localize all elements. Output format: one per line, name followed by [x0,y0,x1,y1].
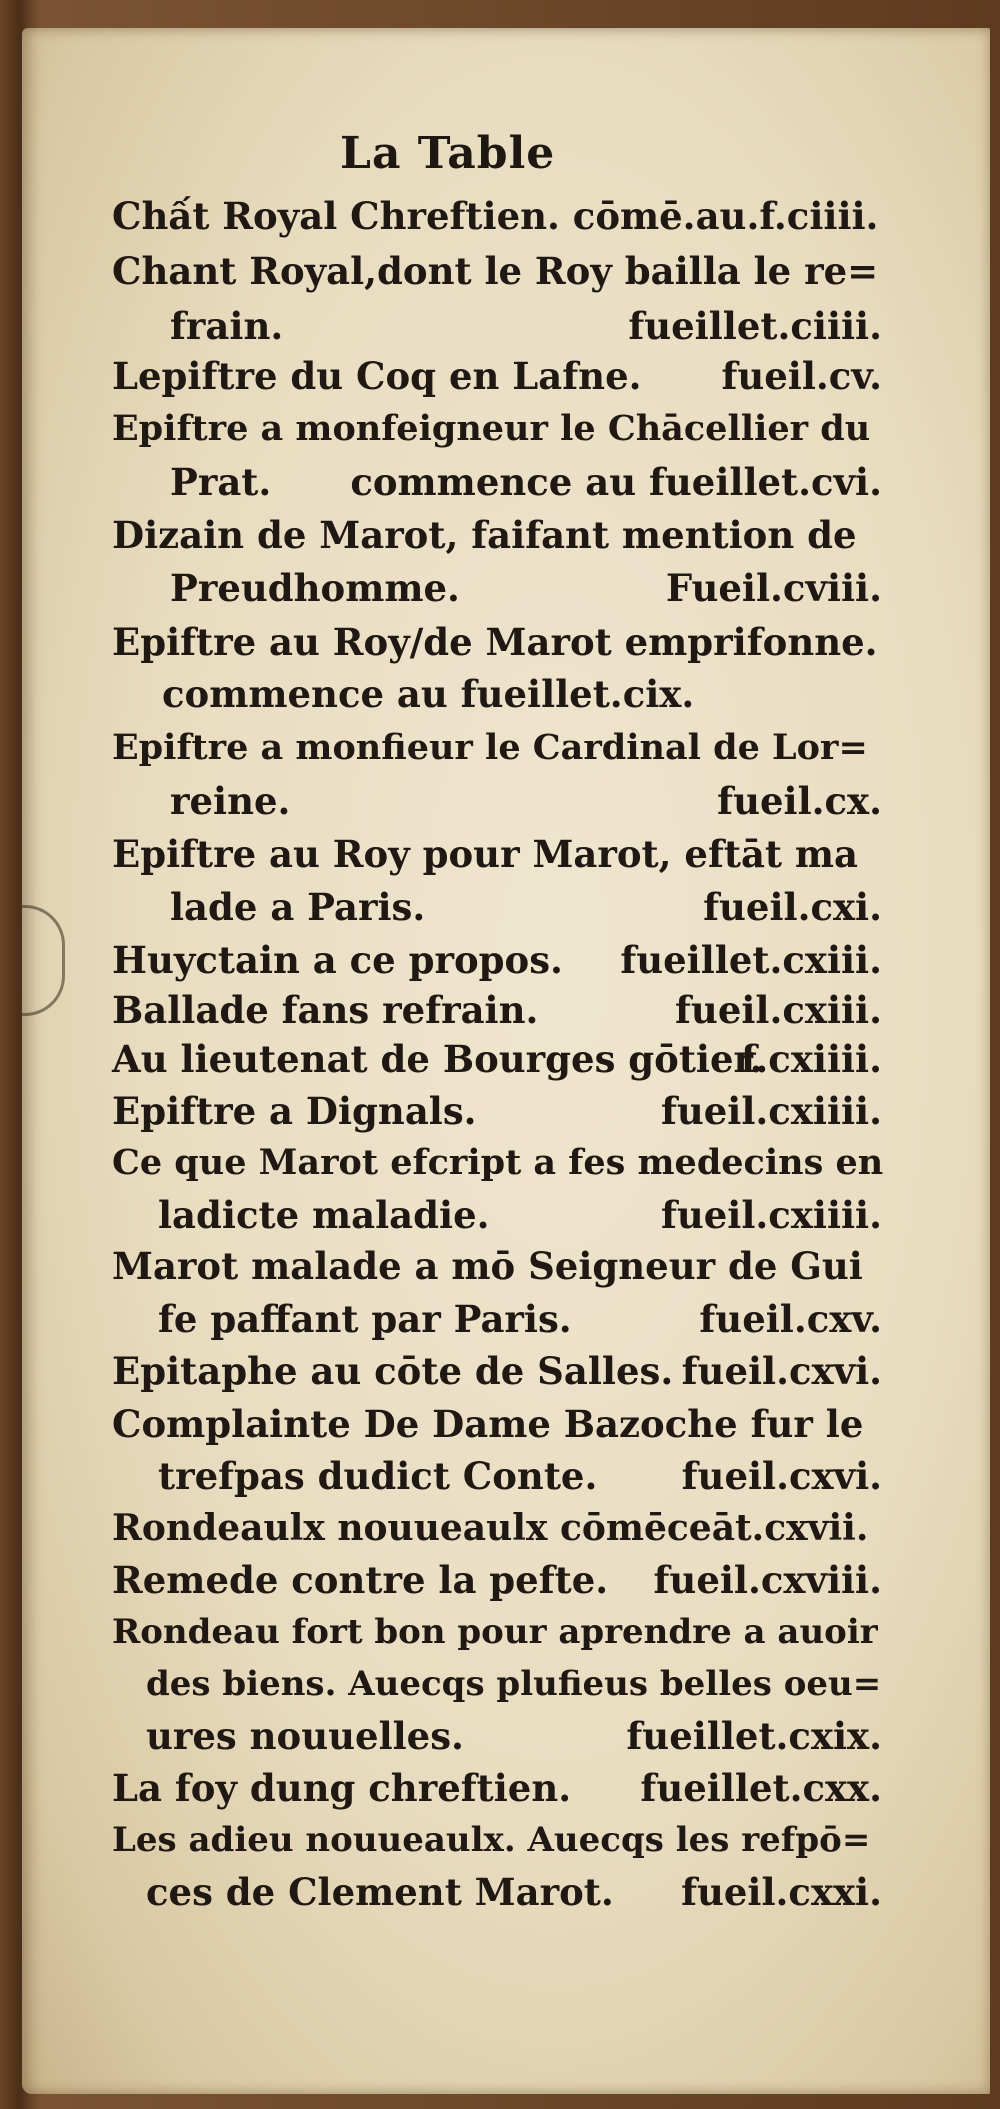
entry-page-ref: fueil.cxiiii. [660,1089,882,1133]
toc-entry [112,616,882,668]
entry-title: Les adieu nouueaulx. Auecqs les refpō= [112,1820,871,1860]
entry-page-ref: fueillet.ciiii. [628,304,882,348]
entry-title: frain. [170,304,284,348]
entry-title: Chất Royal Chreftien. cōmē.au.f.ciiii. [112,194,879,238]
entry-page-ref: fueil.cxiii. [675,988,882,1032]
toc-entry-continuation [146,1866,882,1918]
entry-title: La foy dung chreftien. [112,1766,572,1810]
entry-page-ref: Fueil.cviii. [665,566,882,610]
toc-entry [112,403,882,455]
toc-entry-continuation [158,1189,882,1241]
toc-entry [112,828,882,880]
entry-title: Remede contre la pefte. [112,1558,609,1602]
toc-entry-continuation [170,562,882,614]
toc-entry [112,984,882,1036]
toc-entry [112,245,882,297]
entry-title: Epitaphe au cōte de Salles. [112,1349,674,1393]
entry-page-ref: fueillet.cxiii. [620,938,882,982]
entry-page-ref: fueillet.cxix. [626,1714,882,1758]
entry-title: des biens. Auecqs plufieus belles oeu= [146,1664,882,1704]
entry-title: Ballade fans refrain. [112,988,539,1032]
entry-page-ref: fueil.cxi. [703,885,882,929]
entry-page-ref: fueil.cxviii. [653,1558,882,1602]
entry-title: reine. [170,779,291,823]
toc-entry [112,509,882,561]
entry-page-ref: fueil.cx. [717,779,882,823]
entry-title: Epiftre a monfieur le Cardinal de Lor= [112,727,868,768]
entry-title: fe paffant par Paris. [158,1297,572,1341]
entry-title: Lepiftre du Coq en Lafne. [112,354,642,398]
entry-title: lade a Paris. [170,885,426,929]
entry-title: Dizain de Marot, faifant mention de [112,513,857,557]
toc-entry [112,722,882,774]
toc-entry [112,1502,882,1554]
toc-entry [112,1085,882,1137]
toc-entry [112,350,882,402]
toc-entry [112,1554,882,1606]
entry-title: Huyctain a ce propos. [112,938,563,982]
toc-entry-continuation [146,1710,882,1762]
entry-title: Rondeaulx nouueaulx cōmēceāt.cxvii. [112,1507,869,1549]
entry-title: trefpas dudict Conte. [158,1454,598,1498]
entry-title: Epiftre au Roy pour Marot, eftāt ma [112,832,859,876]
entry-page-ref: fueillet.cxx. [640,1766,882,1810]
toc-entry-continuation [162,668,882,720]
entry-title: Ce que Marot efcript a fes medecins en [112,1142,884,1183]
entry-title: ures nouuelles. [146,1714,464,1758]
toc-entry [112,934,882,986]
entry-title: Chant Royal,dont le Roy bailla le re= [112,249,879,293]
toc-entry-continuation [170,775,882,827]
toc-entry [112,1240,882,1292]
toc-entry-continuation [146,1658,882,1710]
toc-entry-continuation [170,456,882,508]
entry-page-ref: fueil.cxvi. [681,1349,882,1393]
toc-entry [112,1398,882,1450]
toc-entry [112,1137,882,1189]
entry-title: commence au fueillet.cix. [162,672,695,716]
toc-entry [112,1762,882,1814]
entry-page-ref: fueil.cxxi. [681,1870,882,1914]
entry-page-ref: fueil.cxvi. [681,1454,882,1498]
toc-entry [112,190,882,242]
entry-page-ref: fueil.cxiiii. [660,1193,882,1237]
entry-title: ladicte maladie. [158,1193,490,1237]
page-title: La Table [340,128,556,179]
entry-title: Epiftre a monfeigneur le Chācellier du [112,408,871,449]
toc-entry-continuation [170,300,882,352]
entry-title: Au lieutenat de Bourges gōtier. [112,1037,763,1081]
entry-title: Complainte De Dame Bazoche fur le [112,1402,864,1446]
entry-page-ref: fueil.cv. [721,354,882,398]
toc-entry-continuation [170,881,882,933]
toc-entry [112,1345,882,1397]
entry-title: Prat. [170,460,272,504]
toc-entry [112,1033,882,1085]
entry-title: Preudhomme. [170,566,460,610]
toc-entry [112,1814,882,1866]
entry-title: ces de Clement Marot. [146,1870,614,1914]
toc-entry-continuation [158,1450,882,1502]
entry-page-ref: f.cxiiii. [740,1037,882,1081]
toc-entry-continuation [158,1293,882,1345]
entry-page-ref: commence au fueillet.cvi. [350,460,882,504]
toc-entry [112,1606,882,1658]
entry-title: Epiftre au Roy/de Marot emprifonne. [112,620,878,664]
entry-title: Epiftre a Dignals. [112,1089,477,1133]
entry-title: Marot malade a mō Seigneur de Gui [112,1244,863,1288]
entry-title: Rondeau fort bon pour aprendre a auoir [112,1612,878,1652]
entry-page-ref: fueil.cxv. [699,1297,882,1341]
